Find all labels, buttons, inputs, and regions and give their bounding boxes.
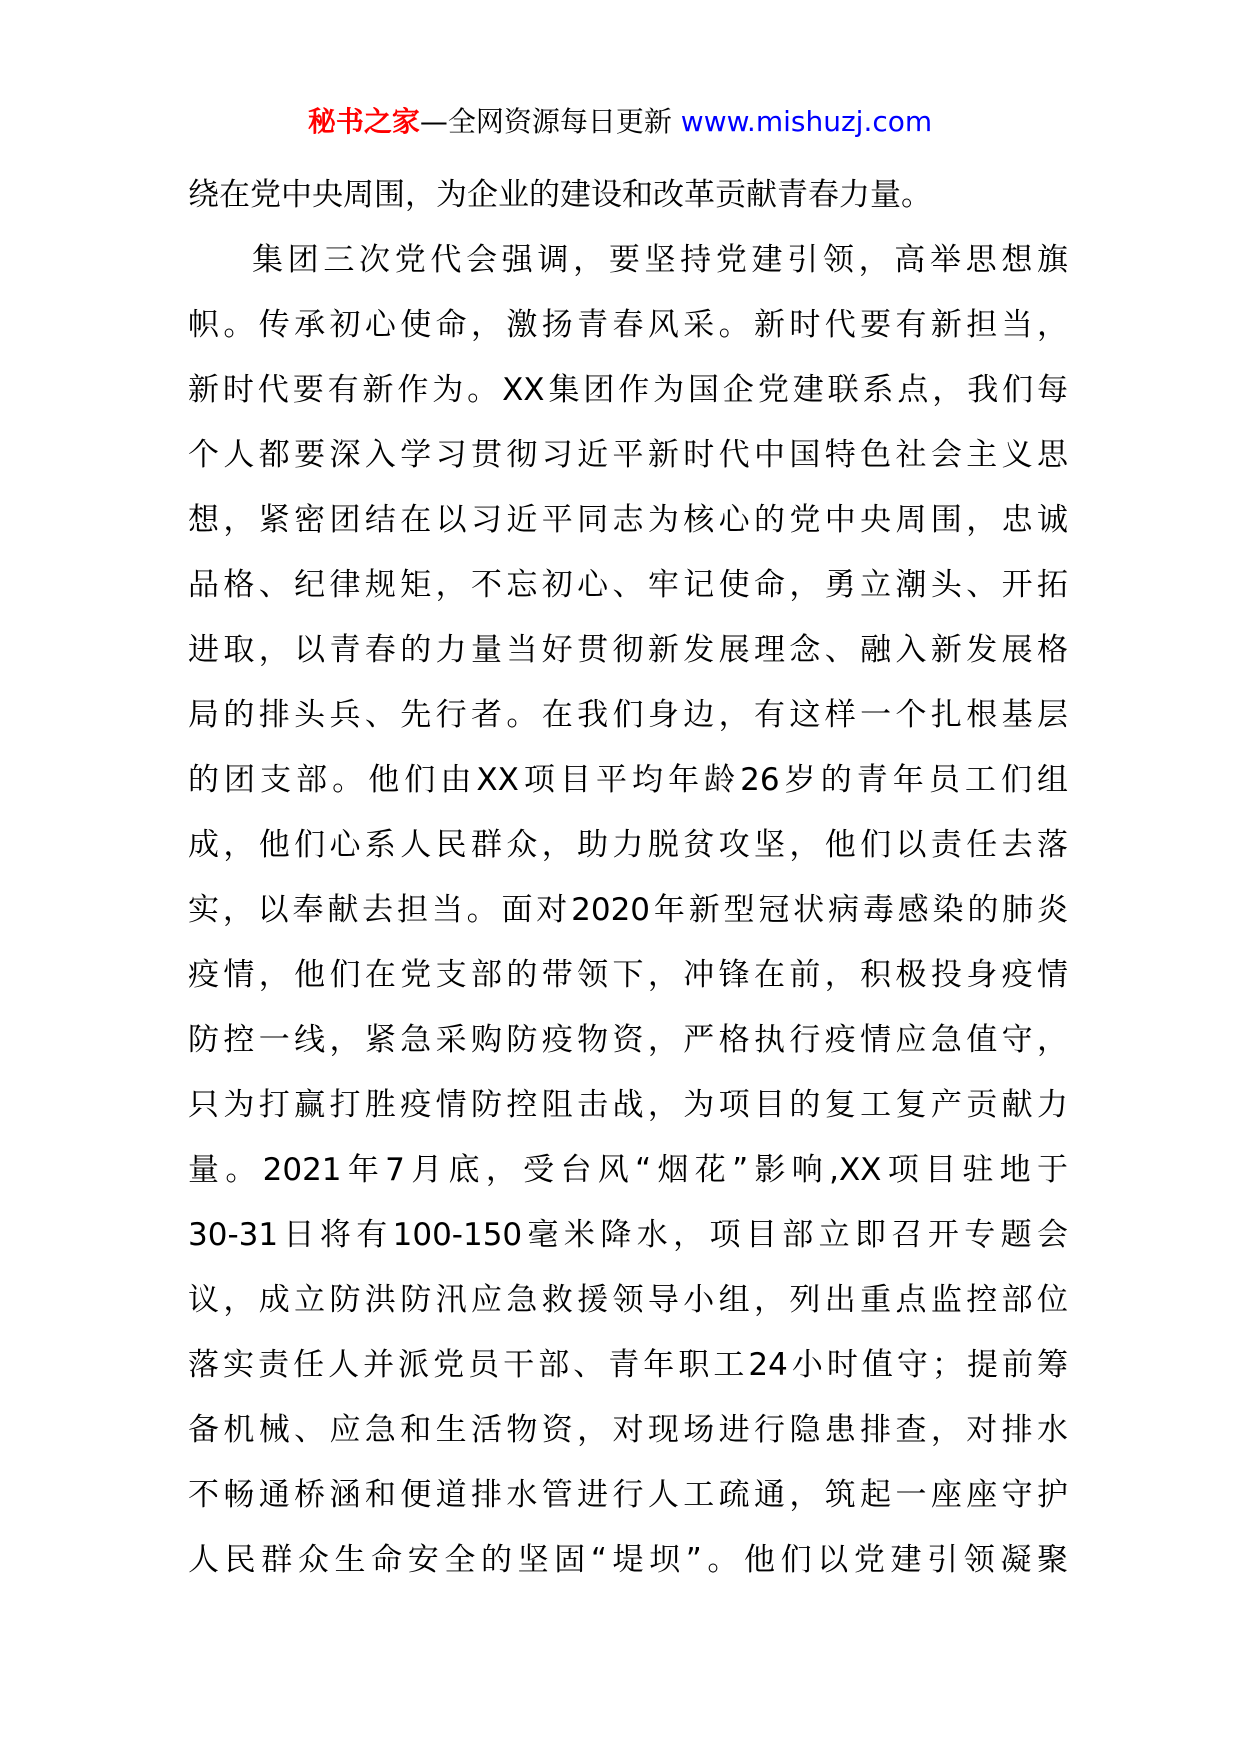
paragraph-2-line: 30-31日将有100-150毫米降水，项目部立即召开专题会	[188, 1217, 1068, 1253]
document-body	[188, 163, 1068, 1593]
paragraph-2-line: 成，他们心系人民群众，助力脱贫攻坚，他们以责任去落	[188, 827, 1068, 863]
paragraph-2-line: 的团支部。他们由XX项目平均年龄26岁的青年员工们组	[188, 762, 1068, 798]
page-header	[0, 100, 1240, 144]
paragraph-2-line: 防控一线，紧急采购防疫物资，严格执行疫情应急值守，	[188, 1022, 1068, 1058]
website-link[interactable]: www.mishuzj.com	[680, 105, 933, 138]
paragraph-2-line: 疫情，他们在党支部的带领下，冲锋在前，积极投身疫情	[188, 957, 1068, 993]
paragraph-2-line: 新时代要有新作为。XX集团作为国企党建联系点，我们每	[188, 372, 1068, 408]
paragraph-2-line: 不畅通桥涵和便道排水管进行人工疏通，筑起一座座守护	[188, 1477, 1068, 1513]
paragraph-2-line: 品格、纪律规矩，不忘初心、牢记使命，勇立潮头、开拓	[188, 567, 1068, 603]
header-tagline: —全网资源每日更新	[419, 105, 672, 138]
paragraph-2-line: 议，成立防洪防汛应急救援领导小组，列出重点监控部位	[188, 1282, 1068, 1318]
paragraph-2-line: 个人都要深入学习贯彻习近平新时代中国特色社会主义思	[188, 437, 1068, 473]
paragraph-2-line: 实，以奉献去担当。面对2020年新型冠状病毒感染的肺炎	[188, 892, 1068, 928]
paragraph-2-line: 落实责任人并派党员干部、青年职工24小时值守；提前筹	[188, 1347, 1068, 1383]
paragraph-2-line: 集团三次党代会强调，要坚持党建引领，高举思想旗	[252, 242, 1068, 278]
paragraph-2-line: 量。2021年7月底，受台风“烟花”影响,XX项目驻地于	[188, 1152, 1068, 1188]
paragraph-1-line: 绕在党中央周围，为企业的建设和改革贡献青春力量。	[188, 177, 932, 213]
paragraph-2-line: 只为打赢打胜疫情防控阻击战，为项目的复工复产贡献力	[188, 1087, 1068, 1123]
paragraph-2-line: 想，紧密团结在以习近平同志为核心的党中央周围，忠诚	[188, 502, 1068, 538]
paragraph-2-line: 进取，以青春的力量当好贯彻新发展理念、融入新发展格	[188, 632, 1068, 668]
paragraph-2-line: 备机械、应急和生活物资，对现场进行隐患排查，对排水	[188, 1412, 1068, 1448]
paragraph-2-line: 帜。传承初心使命，激扬青春风采。新时代要有新担当，	[188, 307, 1068, 343]
paragraph-2-line: 局的排头兵、先行者。在我们身边，有这样一个扎根基层	[188, 697, 1068, 733]
paragraph-2-line: 人民群众生命安全的坚固“堤坝”。他们以党建引领凝聚	[188, 1542, 1068, 1578]
brand-name: 秘书之家	[307, 105, 420, 138]
